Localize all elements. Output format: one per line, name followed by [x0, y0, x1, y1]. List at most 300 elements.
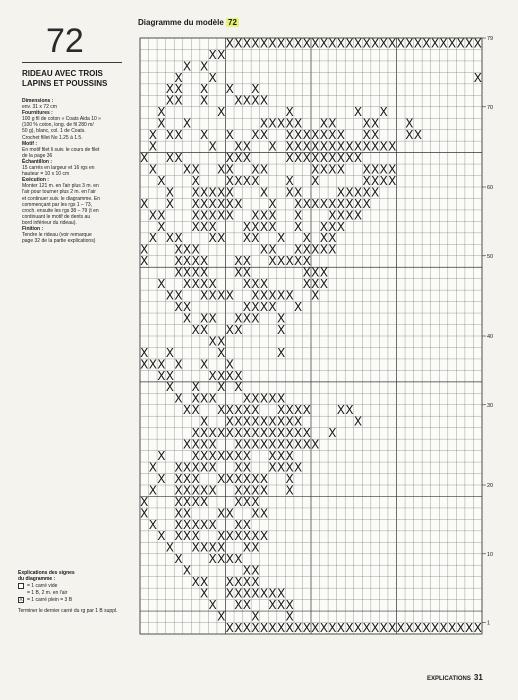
filled-square-mark: X	[285, 288, 294, 303]
filled-square-mark: X	[259, 426, 269, 441]
filled-square-mark: X	[268, 586, 277, 601]
filled-square-mark: X	[208, 437, 217, 452]
filled-square-mark: X	[259, 483, 269, 498]
filled-square-mark: X	[259, 219, 269, 234]
filled-square-mark: X	[200, 586, 209, 601]
filled-square-mark: X	[225, 288, 234, 303]
instruction-heading: Motif :	[22, 140, 37, 147]
filled-square-mark: X	[165, 288, 175, 303]
filled-square-mark: X	[208, 70, 217, 85]
page-footer	[427, 673, 483, 682]
instruction-text: page 32 de la partie explications)	[22, 238, 96, 245]
filled-square-mark: X	[311, 173, 320, 188]
filled-square-mark: X	[200, 82, 209, 97]
filled-square-mark: X	[191, 529, 200, 544]
filled-square-mark: X	[242, 414, 251, 429]
filled-square-mark: X	[225, 185, 234, 200]
filled-square-mark: X	[208, 277, 217, 292]
filled-square-mark: X	[191, 208, 200, 223]
filled-square-mark: X	[200, 93, 209, 108]
filled-square-mark: X	[285, 105, 294, 120]
filled-square-mark: X	[251, 540, 260, 555]
filled-square-mark: X	[251, 586, 260, 601]
filled-square-mark: X	[191, 471, 200, 486]
filled-square-mark: X	[174, 483, 183, 498]
filled-square-mark: X	[174, 529, 183, 544]
filled-square-mark: X	[259, 506, 269, 521]
filled-square-mark: X	[251, 414, 260, 429]
filled-square-mark: X	[140, 151, 149, 166]
filled-square-mark: X	[200, 414, 209, 429]
filled-square-mark: X	[430, 620, 440, 635]
filled-square-mark: X	[473, 620, 482, 635]
filled-square-mark: X	[217, 288, 226, 303]
filled-square-mark: X	[302, 196, 311, 211]
filled-square-mark: X	[225, 128, 234, 143]
row-marker-label: 50	[487, 253, 494, 260]
filled-square-mark: X	[285, 128, 294, 143]
filled-square-mark: X	[234, 426, 243, 441]
filled-square-mark: X	[208, 47, 217, 62]
filled-square-mark: X	[191, 277, 200, 292]
filled-square-mark: X	[362, 139, 371, 154]
filled-square-mark: X	[422, 36, 431, 51]
filled-square-mark: X	[208, 460, 217, 475]
legend-title-line2: du diagramme :	[18, 576, 56, 583]
filled-square-mark: X	[140, 506, 149, 521]
filled-square-mark: X	[456, 36, 465, 51]
filled-square-mark: X	[225, 529, 234, 544]
filled-square-mark: X	[208, 139, 217, 154]
filled-square-mark: X	[174, 128, 183, 143]
filled-square-mark: X	[217, 609, 226, 624]
filled-square-mark: X	[242, 471, 251, 486]
filled-square-mark: X	[140, 357, 149, 372]
instruction-text: hauteur = 10 x 10 cm	[22, 171, 70, 178]
filled-square-mark: X	[191, 322, 200, 337]
filled-square-mark: X	[242, 460, 251, 475]
filled-square-mark: X	[140, 494, 149, 509]
filled-square-mark: X	[234, 460, 243, 475]
filled-square-mark: X	[200, 426, 209, 441]
filled-square-mark: X	[302, 139, 311, 154]
filled-square-mark: X	[456, 620, 465, 635]
instruction-heading: Fournitures :	[22, 110, 53, 117]
filled-square-mark: X	[242, 219, 251, 234]
filled-square-mark: X	[251, 483, 260, 498]
filled-square-mark: X	[182, 254, 192, 269]
filled-square-mark: X	[345, 208, 354, 223]
filled-square-mark: X	[328, 426, 337, 441]
filled-square-mark: X	[439, 620, 448, 635]
filled-square-mark: X	[225, 552, 234, 567]
filled-square-mark: X	[336, 151, 346, 166]
filled-square-mark: X	[234, 322, 243, 337]
instruction-text: env. 31 x 72 cm	[22, 104, 57, 111]
filled-square-mark: X	[174, 506, 183, 521]
filled-square-mark: X	[200, 483, 209, 498]
filled-square-mark: X	[174, 231, 183, 246]
filled-square-mark: X	[242, 540, 251, 555]
filled-square-mark: X	[174, 288, 183, 303]
filled-square-mark: X	[345, 139, 354, 154]
filled-square-mark: X	[251, 529, 260, 544]
filled-square-mark: X	[225, 449, 234, 464]
filled-square-mark: X	[362, 36, 371, 51]
filled-square-mark: X	[217, 368, 226, 383]
filled-square-mark: X	[251, 563, 260, 578]
filled-square-mark: X	[208, 219, 217, 234]
filled-square-mark: X	[182, 517, 192, 532]
filled-square-mark: X	[191, 391, 200, 406]
filled-square-mark: X	[328, 208, 337, 223]
filled-square-mark: X	[259, 414, 269, 429]
filled-square-mark: X	[182, 265, 192, 280]
instruction-text: de la page 36	[22, 152, 53, 159]
filled-square-mark: X	[234, 471, 243, 486]
filled-square-mark: X	[328, 219, 337, 234]
filled-square-mark: X	[319, 219, 328, 234]
filled-square-mark: X	[208, 517, 217, 532]
filled-square-mark: X	[276, 414, 286, 429]
filled-square-mark: X	[140, 345, 149, 360]
filled-square-mark: X	[208, 311, 217, 326]
filled-square-mark: X	[285, 483, 294, 498]
filled-square-mark: X	[148, 460, 157, 475]
filled-square-mark: X	[285, 620, 294, 635]
row-marker-label: 10	[487, 551, 494, 558]
filled-square-mark: X	[234, 173, 243, 188]
row-marker-label: 30	[487, 402, 494, 409]
filled-square-mark: X	[268, 620, 277, 635]
filled-square-mark: X	[353, 414, 363, 429]
instruction-text: 15 carrés en largeur et 16 rgs en	[22, 165, 95, 172]
filled-square-mark: X	[251, 403, 260, 418]
filled-square-mark: X	[251, 506, 260, 521]
filled-square-mark: X	[251, 82, 260, 97]
filled-square-mark: X	[234, 620, 243, 635]
filled-square-mark: X	[225, 403, 234, 418]
pattern-title-line1: RIDEAU AVEC TROIS	[22, 69, 103, 78]
row-marker-label: 40	[487, 334, 494, 340]
filled-square-mark: X	[182, 116, 192, 131]
instruction-text: continuant le motif de dents au	[22, 213, 91, 220]
instruction-text: Monter 121 m. en l'air plus 3 m. en	[22, 183, 99, 190]
filled-square-mark: X	[182, 403, 192, 418]
filled-square-mark: X	[148, 208, 157, 223]
filled-square-mark: X	[319, 139, 328, 154]
row-marker-label: 70	[487, 104, 494, 111]
filled-square-mark: X	[276, 288, 286, 303]
filled-square-mark: X	[285, 139, 294, 154]
filled-square-mark: X	[140, 254, 149, 269]
filled-square-mark: X	[268, 242, 277, 257]
filled-square-mark: X	[191, 517, 200, 532]
filled-square-mark: X	[345, 196, 354, 211]
filled-square-mark: X	[302, 151, 311, 166]
filled-square-mark: X	[217, 231, 226, 246]
filled-square-mark: X	[174, 70, 183, 85]
filled-square-mark: X	[208, 185, 217, 200]
filled-square-mark: X	[302, 128, 311, 143]
filled-square-mark: X	[242, 426, 251, 441]
filled-square-mark: X	[302, 36, 311, 51]
filled-square-mark: X	[396, 36, 405, 51]
filled-square-mark: X	[336, 128, 346, 143]
filled-square-mark: X	[251, 173, 260, 188]
filled-square-mark: X	[208, 196, 217, 211]
filled-square-mark: X	[225, 357, 234, 372]
legend-empty-line2: = 1 B, 2 m. en l'air	[27, 589, 68, 596]
filled-square-mark: X	[242, 437, 251, 452]
filled-square-mark: X	[165, 380, 175, 395]
filled-square-mark: X	[345, 620, 354, 635]
filled-square-mark: X	[371, 173, 380, 188]
filled-square-mark: X	[311, 128, 320, 143]
filled-square-mark: X	[294, 196, 303, 211]
filled-square-mark: X	[234, 437, 243, 452]
filled-square-mark: X	[268, 254, 277, 269]
filled-square-mark: X	[294, 208, 303, 223]
filled-square-mark: X	[319, 162, 328, 177]
filled-square-mark: X	[200, 311, 209, 326]
filled-square-mark: X	[242, 173, 251, 188]
filled-square-mark: X	[353, 105, 363, 120]
filled-square-mark: X	[259, 437, 269, 452]
diagram-label-text: Diagramme du modèle	[138, 18, 224, 27]
filled-square-mark: X	[328, 162, 337, 177]
filled-square-mark: X	[371, 162, 380, 177]
legend-full-line1: = 1 carré plein = 3 B	[27, 596, 73, 603]
footer-label: EXPLICATIONS	[427, 676, 471, 682]
filled-square-mark: X	[242, 93, 251, 108]
filled-square-mark: X	[225, 162, 234, 177]
filled-square-mark: X	[234, 586, 243, 601]
filled-square-mark: X	[157, 105, 166, 120]
filled-square-mark: X	[191, 380, 200, 395]
filled-square-mark: X	[234, 575, 243, 590]
filled-square-mark: X	[311, 620, 320, 635]
filled-square-mark: X	[182, 277, 192, 292]
filled-square-mark: X	[234, 368, 243, 383]
filled-square-mark: X	[405, 116, 414, 131]
filled-square-mark: X	[285, 426, 294, 441]
filled-square-mark: X	[371, 116, 380, 131]
filled-square-mark: X	[251, 231, 260, 246]
filled-square-mark: X	[217, 529, 226, 544]
filled-square-mark: X	[242, 483, 251, 498]
filled-square-mark: X	[191, 437, 200, 452]
filled-square-mark: X	[200, 254, 209, 269]
filled-square-mark: X	[268, 300, 277, 315]
filled-square-mark: X	[285, 414, 294, 429]
filled-square-mark: X	[174, 265, 183, 280]
filled-square-mark: X	[285, 116, 294, 131]
filled-square-mark: X	[217, 426, 226, 441]
filled-square-mark: X	[225, 575, 234, 590]
filled-square-mark: X	[319, 231, 328, 246]
filled-square-mark: X	[225, 82, 234, 97]
filled-square-mark: X	[276, 254, 286, 269]
filled-square-mark: X	[268, 437, 277, 452]
filled-square-mark: X	[234, 93, 243, 108]
filled-square-mark: X	[200, 277, 209, 292]
instruction-heading: Exécution :	[22, 177, 49, 184]
instruction-text: bord inférieur du rideau).	[22, 219, 77, 226]
filled-square-mark: X	[259, 208, 269, 223]
filled-square-mark: X	[182, 437, 192, 452]
filled-square-mark: X	[242, 563, 251, 578]
filled-square-mark: X	[191, 460, 200, 475]
filled-square-mark: X	[182, 471, 192, 486]
filled-square-mark: X	[157, 529, 166, 544]
filled-square-mark: X	[259, 116, 269, 131]
filled-square-mark: X	[191, 265, 200, 280]
filled-square-mark: X	[174, 552, 183, 567]
filled-square-mark: X	[276, 449, 286, 464]
filled-square-mark: X	[336, 139, 346, 154]
filled-square-mark: X	[200, 322, 209, 337]
filled-square-mark: X	[362, 116, 371, 131]
filled-square-mark: X	[225, 173, 234, 188]
filled-square-mark: X	[268, 414, 277, 429]
filled-square-mark: X	[242, 575, 251, 590]
filled-square-mark: X	[268, 426, 277, 441]
filled-square-mark: X	[465, 36, 474, 51]
instruction-heading: Dimensions :	[22, 98, 54, 104]
filled-square-mark: X	[242, 529, 251, 544]
instruction-text: En motif filet li suiv. le cours de filet	[22, 146, 100, 153]
filled-square-mark: X	[225, 151, 234, 166]
filled-square-mark: X	[473, 36, 482, 51]
filled-square-mark: X	[405, 36, 414, 51]
filled-square-mark: X	[371, 185, 380, 200]
filled-square-mark: X	[328, 242, 337, 257]
filled-square-mark: X	[268, 196, 277, 211]
filled-square-mark: X	[294, 36, 303, 51]
filled-square-mark: X	[251, 471, 260, 486]
filled-square-mark: X	[225, 368, 234, 383]
filled-square-mark: X	[208, 598, 217, 613]
filled-square-mark: X	[319, 242, 328, 257]
filled-square-mark: X	[285, 403, 294, 418]
filled-square-mark: X	[157, 208, 166, 223]
filled-square-mark: X	[200, 208, 209, 223]
filled-square-mark: X	[285, 36, 294, 51]
filled-square-mark: X	[234, 598, 243, 613]
filled-square-mark: X	[234, 380, 243, 395]
filled-square-mark: X	[328, 116, 337, 131]
filled-square-mark: X	[208, 552, 217, 567]
filled-square-mark: X	[217, 334, 226, 349]
filled-square-mark: X	[276, 460, 286, 475]
filled-square-mark: X	[234, 552, 243, 567]
filled-square-mark: X	[285, 471, 294, 486]
instruction-text: l'air pour tourner plus 2 m. en l'air	[22, 189, 96, 196]
filled-square-mark: X	[174, 494, 183, 509]
filled-square-mark: X	[328, 231, 337, 246]
filled-square-mark: X	[371, 620, 380, 635]
filled-square-mark: X	[336, 196, 346, 211]
filled-square-mark: X	[276, 231, 286, 246]
filled-square-mark: X	[251, 300, 260, 315]
filled-square-mark: X	[388, 620, 397, 635]
filled-square-mark: X	[379, 105, 388, 120]
footer-page-number: 31	[473, 673, 483, 682]
filled-square-mark: X	[251, 609, 260, 624]
filled-square-mark: X	[268, 598, 277, 613]
filled-square-mark: X	[174, 300, 183, 315]
filled-square-mark: X	[225, 36, 234, 51]
filled-square-mark: X	[259, 36, 269, 51]
filled-square-mark: X	[157, 173, 166, 188]
legend-note: Terminer le dernier carré du rg par 1 B suppl.	[18, 608, 118, 615]
row-marker-label: 79	[487, 36, 494, 42]
filled-square-mark: X	[371, 36, 380, 51]
filled-square-mark: X	[148, 357, 157, 372]
filled-square-mark: X	[362, 620, 371, 635]
filled-square-mark: X	[200, 494, 209, 509]
legend-empty-line1: = 1 carré vide	[27, 583, 58, 590]
filled-square-mark: X	[242, 391, 251, 406]
filled-square-mark: X	[430, 36, 440, 51]
filled-square-mark: X	[208, 288, 217, 303]
pattern-title-line2: LAPINS ET POUSSINS	[22, 79, 108, 88]
filled-square-mark: X	[268, 139, 277, 154]
filled-square-mark: X	[319, 277, 328, 292]
filled-square-mark: X	[336, 162, 346, 177]
filled-square-mark: X	[225, 196, 234, 211]
filled-square-mark: X	[302, 242, 311, 257]
filled-square-mark: X	[208, 368, 217, 383]
filled-square-mark: X	[328, 128, 337, 143]
filled-square-mark: X	[174, 151, 183, 166]
filled-square-mark: X	[268, 219, 277, 234]
filled-square-mark: X	[379, 139, 388, 154]
filled-square-mark: X	[294, 219, 303, 234]
filled-square-mark: X	[234, 449, 243, 464]
filled-square-mark: X	[396, 620, 405, 635]
filled-square-mark: X	[379, 36, 388, 51]
filled-square-mark: X	[413, 36, 422, 51]
filled-square-mark: X	[328, 36, 337, 51]
filled-square-mark: X	[174, 82, 183, 97]
filled-square-mark: X	[259, 277, 269, 292]
filled-square-mark: X	[182, 59, 192, 74]
filled-square-mark: X	[165, 345, 175, 360]
filled-square-mark: X	[208, 449, 217, 464]
filled-square-mark: X	[268, 460, 277, 475]
filled-square-mark: X	[251, 437, 260, 452]
filled-square-mark: X	[182, 529, 192, 544]
filled-square-mark: X	[319, 151, 328, 166]
filled-square-mark: X	[242, 151, 251, 166]
instruction-text: Tendre le rideau (voir remarque	[22, 232, 92, 239]
filled-square-mark: X	[200, 540, 209, 555]
filled-square-mark: X	[259, 162, 269, 177]
filled-square-mark: X	[217, 380, 226, 395]
filled-square-mark: X	[268, 391, 277, 406]
filled-square-mark: X	[157, 357, 166, 372]
filled-square-mark: X	[345, 185, 354, 200]
filled-square-mark: X	[234, 529, 243, 544]
filled-square-mark: X	[174, 357, 183, 372]
filled-square-mark: X	[165, 151, 175, 166]
filled-square-mark: X	[311, 288, 320, 303]
filled-square-mark: X	[311, 242, 320, 257]
filled-square-mark: X	[242, 449, 251, 464]
filled-square-mark: X	[174, 517, 183, 532]
